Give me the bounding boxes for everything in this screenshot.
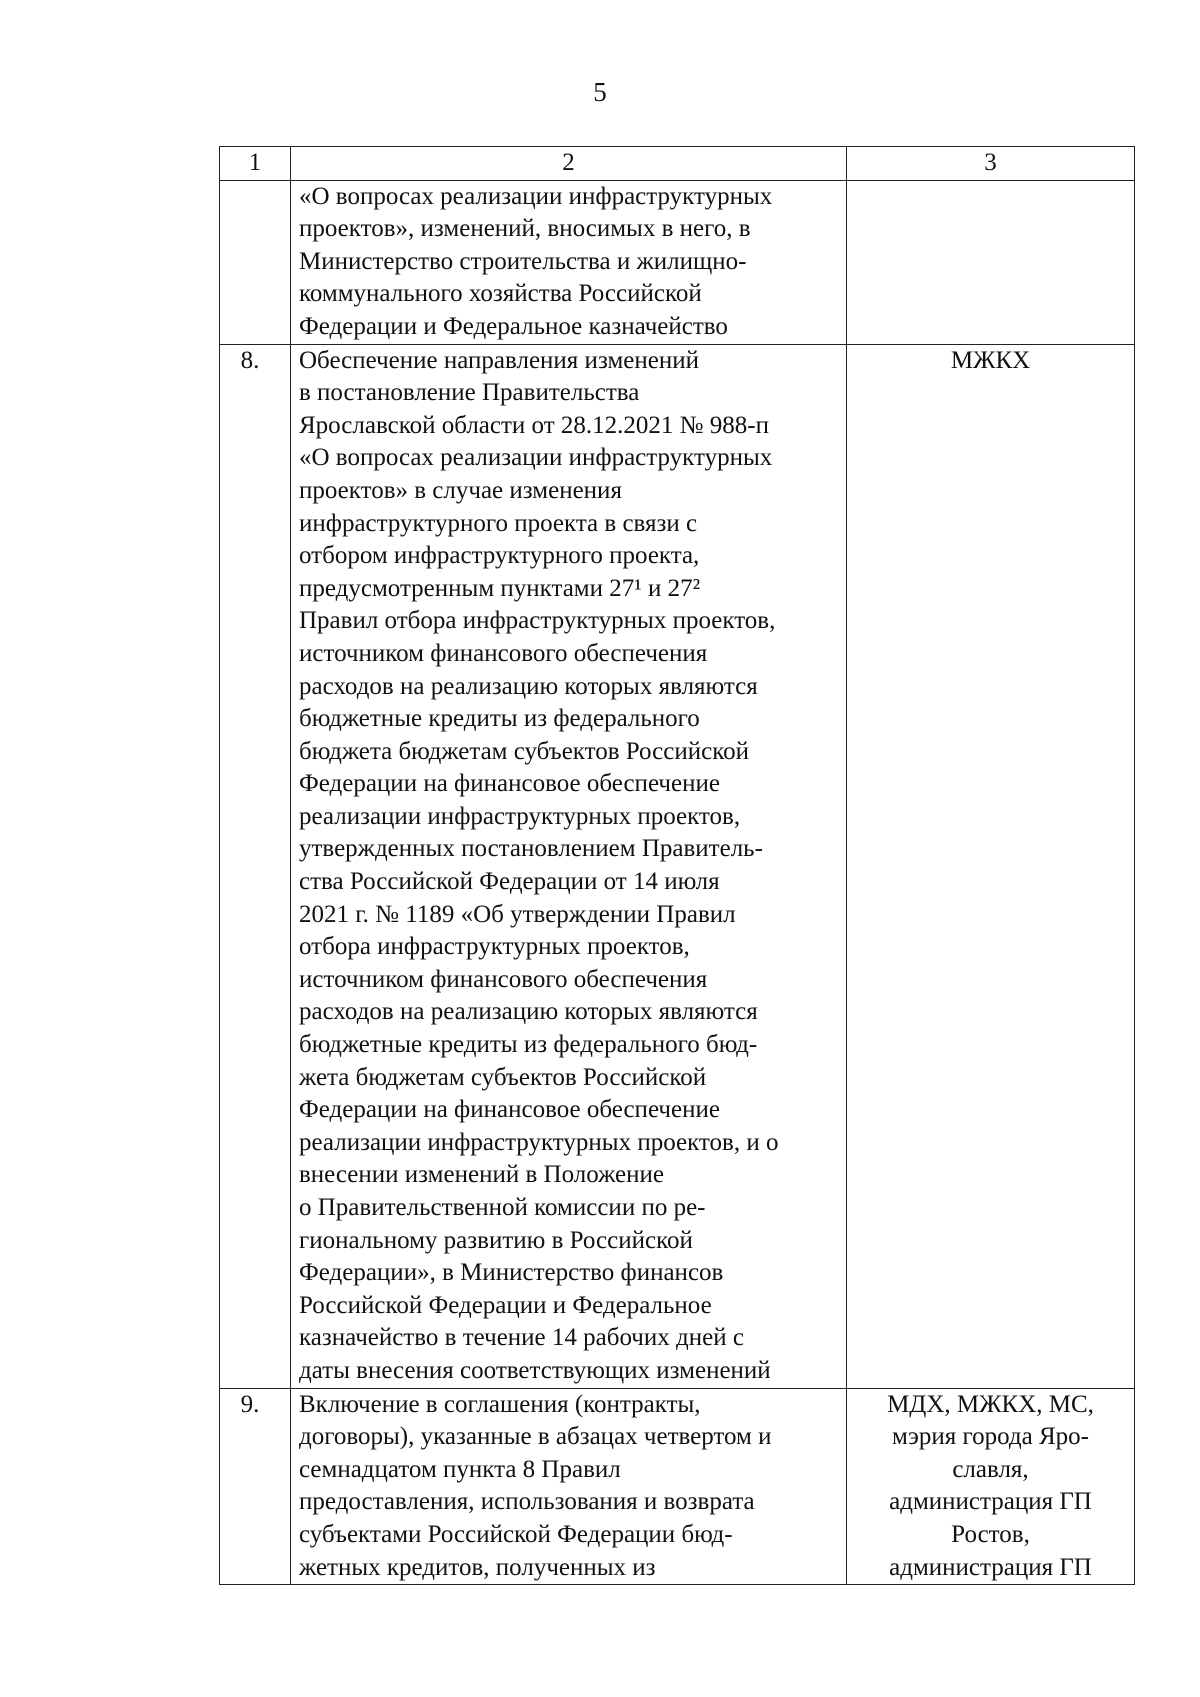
text-line: бюджетные кредиты из федерального бюд- [299,1031,758,1059]
responsible-line: МДХ, МЖКХ, МС, [887,1390,1094,1418]
text-line: Обеспечение направления изменений [299,346,699,374]
text-line: отбором инфраструктурного проекта, [299,542,700,570]
measure-text-cell [291,1388,847,1585]
text-line: предоставления, использования и возврата [299,1488,755,1516]
responsible-line: МЖКХ [950,346,1031,374]
responsible-cell [847,180,1135,344]
measure-text-cell [291,344,847,1388]
text-line: источником финансового обеспечения [299,965,708,993]
row-number-cell: 8. [220,344,291,1388]
measure-text-cell [291,180,847,344]
row-number-cell [220,180,291,344]
responsible-cell [847,1388,1135,1585]
table-row-9 [220,1388,1135,1585]
text-line: проектов», изменений, вносимых в него, в [299,215,751,243]
responsible-line: Ростов, [951,1520,1030,1548]
responsible-line: славля, [952,1455,1029,1483]
page-number: 5 [593,77,607,107]
text-line: предусмотренным пунктами 27¹ и 27² [299,574,701,602]
text-line: расходов на реализацию которых являются [299,998,758,1026]
responsible-line: администрация ГП [889,1553,1092,1581]
text-line: реализации инфраструктурных проектов, и о [299,1128,779,1156]
text-line: источником финансового обеспечения [299,639,708,667]
text-line: казначейство в течение 14 рабочих дней с [299,1324,744,1352]
text-line: инфраструктурного проекта в связи с [299,509,698,537]
column-header-responsible: 3 [847,147,1135,181]
text-line: договоры), указанные в абзацах четвертом и [299,1423,772,1451]
text-line: бюджетные кредиты из федерального [299,705,700,733]
text-line: реализации инфраструктурных проектов, [299,802,741,830]
text-line: о Правительственной комиссии по ре- [299,1194,706,1221]
text-line: Правил отбора инфраструктурных проектов, [299,607,776,635]
text-line: жетных кредитов, полученных из [299,1553,656,1581]
text-line: гиональному развитию в Российской [299,1226,693,1254]
text-line: проектов» в случае изменения [299,476,622,504]
text-line: семнадцатом пункта 8 Правил [299,1455,621,1483]
text-line: 2021 г. № 1189 «Об утверждении Правил [299,900,736,928]
text-line: Федерации», в Министерство финансов [299,1259,724,1287]
text-line: в постановление Правительства [299,379,640,407]
text-line: даты внесения соответствующих изменений [299,1356,771,1384]
text-line: «О вопросах реализации инфраструктурных [299,182,773,210]
text-line: Министерство строительства и жилищно- [299,247,747,275]
table-row-continuation [220,180,1135,344]
responsible-line: мэрия города Яро- [892,1423,1089,1451]
table-row-8 [220,344,1135,1388]
text-line: коммунального хозяйства Российской [299,280,702,308]
text-line: Федерации и Федеральное казначейство [299,312,728,340]
text-line: расходов на реализацию которых являются [299,672,758,700]
responsible-cell [847,344,1135,1388]
measures-table [219,146,1135,1585]
text-line: жета бюджетам субъектов Российской [299,1063,707,1091]
text-line: субъектами Российской Федерации бюд- [299,1520,733,1548]
text-line: ства Российской Федерации от 14 июля [299,868,720,896]
text-line: «О вопросах реализации инфраструктурных [299,444,773,472]
text-line: бюджета бюджетам субъектов Российской [299,737,749,765]
text-line: Российской Федерации и Федеральное [299,1291,712,1319]
text-line: Включение в соглашения (контракты, [299,1390,701,1418]
text-line: отбора инфраструктурных проектов, [299,933,690,961]
column-header-measure: 2 [291,147,847,181]
text-line: Федерации на финансовое обеспечение [299,770,720,798]
column-header-number: 1 [220,147,291,181]
text-line: Ярославской области от 28.12.2021 № 988-п [299,411,769,439]
responsible-line: администрация ГП [889,1488,1092,1516]
text-line: утвержденных постановлением Правитель- [299,835,763,863]
row-number-cell: 9. [220,1388,291,1585]
table-header-row [220,147,1135,181]
text-line: Федерации на финансовое обеспечение [299,1096,720,1124]
text-line: внесении изменений в Положение [299,1161,664,1189]
